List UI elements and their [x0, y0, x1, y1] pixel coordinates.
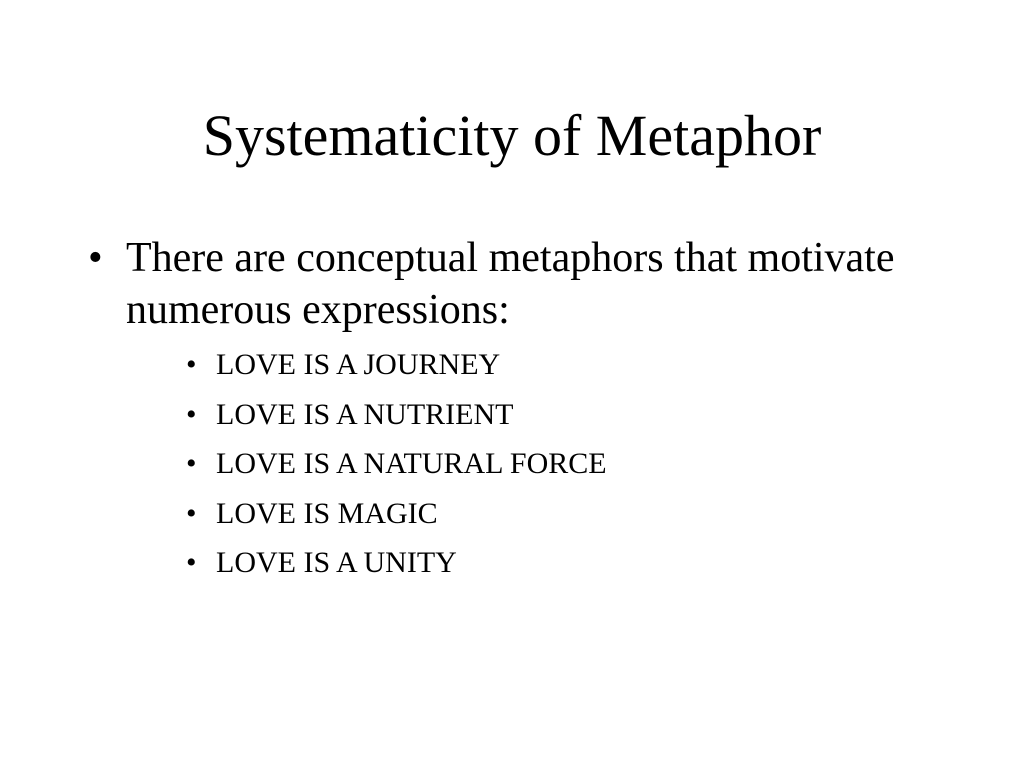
sub-bullet-item	[186, 543, 607, 593]
bullet-icon: •	[186, 447, 197, 480]
slide-title: Systematicity of Metaphor	[202, 103, 822, 168]
bullet-icon: •	[88, 235, 103, 281]
main-bullet-point	[82, 232, 942, 336]
sub-bullet-item	[186, 395, 607, 445]
sub-bullet-text: LOVE IS A JOURNEY	[216, 348, 501, 381]
sub-bullet-text: LOVE IS A NATURAL FORCE	[216, 447, 607, 480]
bullet-icon: •	[186, 348, 197, 381]
bullet-icon: •	[186, 397, 197, 431]
bullet-icon: •	[186, 496, 197, 530]
sub-bullet-text: LOVE IS A NUTRIENT	[216, 397, 514, 431]
bullet-icon: •	[186, 546, 197, 579]
sub-bullet-text: LOVE IS MAGIC	[216, 496, 438, 530]
sub-bullet-item	[186, 494, 607, 544]
sub-bullet-item	[186, 345, 607, 395]
sub-bullet-item	[186, 444, 607, 494]
sub-bullet-text: LOVE IS A UNITY	[216, 546, 457, 579]
main-bullet-text: There are conceptual metaphors that motivate numerous expressions:	[126, 235, 895, 333]
sub-bullet-list	[186, 345, 607, 593]
